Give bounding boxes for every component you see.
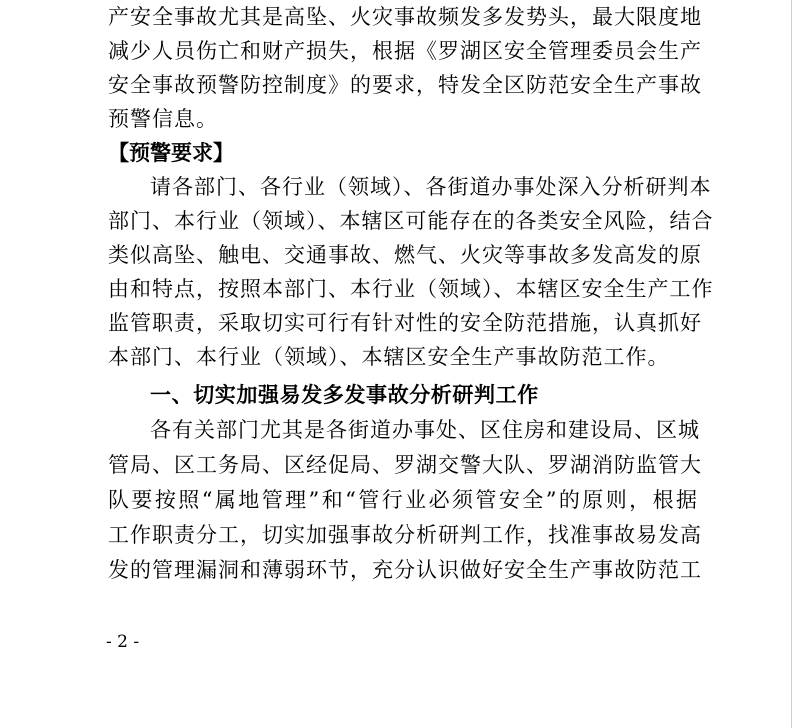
requirements-line-2: 部门、本行业（领域）、本辖区可能存在的各类安全风险，结合 [108,209,714,233]
analysis-line-3: 队要按照“属地管理”和“管行业必须管安全”的原则，根据 [108,488,698,512]
analysis-line-2: 管局、区工务局、区经促局、罗湖交警大队、罗湖消防监管大 [108,453,702,477]
requirements-line-3: 类似高坠、触电、交通事故、燃气、火灾等事故多发高发的原 [108,243,702,267]
page-number: - 2 - [106,632,140,652]
subheading-analysis: 一、切实加强易发多发事故分析研判工作 [150,383,539,407]
requirements-line-6: 本部门、本行业（领域）、本辖区安全生产事故防范工作。 [108,345,670,369]
requirements-line-4: 由和特点，按照本部门、本行业（领域）、本辖区安全生产工作 [108,277,714,301]
intro-line-3: 安全事故预警防控制度》的要求，特发全区防范安全生产事故 [108,73,702,97]
intro-line-1: 产安全事故尤其是高坠、火灾事故频发多发势头，最大限度地 [108,5,702,29]
section-heading: 【预警要求】 [108,141,234,165]
analysis-line-1: 各有关部门尤其是各街道办事处、区住房和建设局、区城 [150,418,700,442]
page-edge-divider [791,0,792,728]
analysis-line-5: 发的管理漏洞和薄弱环节，充分认识做好安全生产事故防范工 [108,558,702,582]
intro-line-4: 预警信息。 [108,107,218,131]
requirements-line-1: 请各部门、各行业（领域）、各街道办事处深入分析研判本 [150,175,712,199]
requirements-line-5: 监管职责，采取切实可行有针对性的安全防范措施，认真抓好 [108,311,702,335]
analysis-line-4: 工作职责分工，切实加强事故分析研判工作，找准事故易发高 [108,523,702,547]
intro-line-2: 减少人员伤亡和财产损失，根据《罗湖区安全管理委员会生产 [108,39,702,63]
